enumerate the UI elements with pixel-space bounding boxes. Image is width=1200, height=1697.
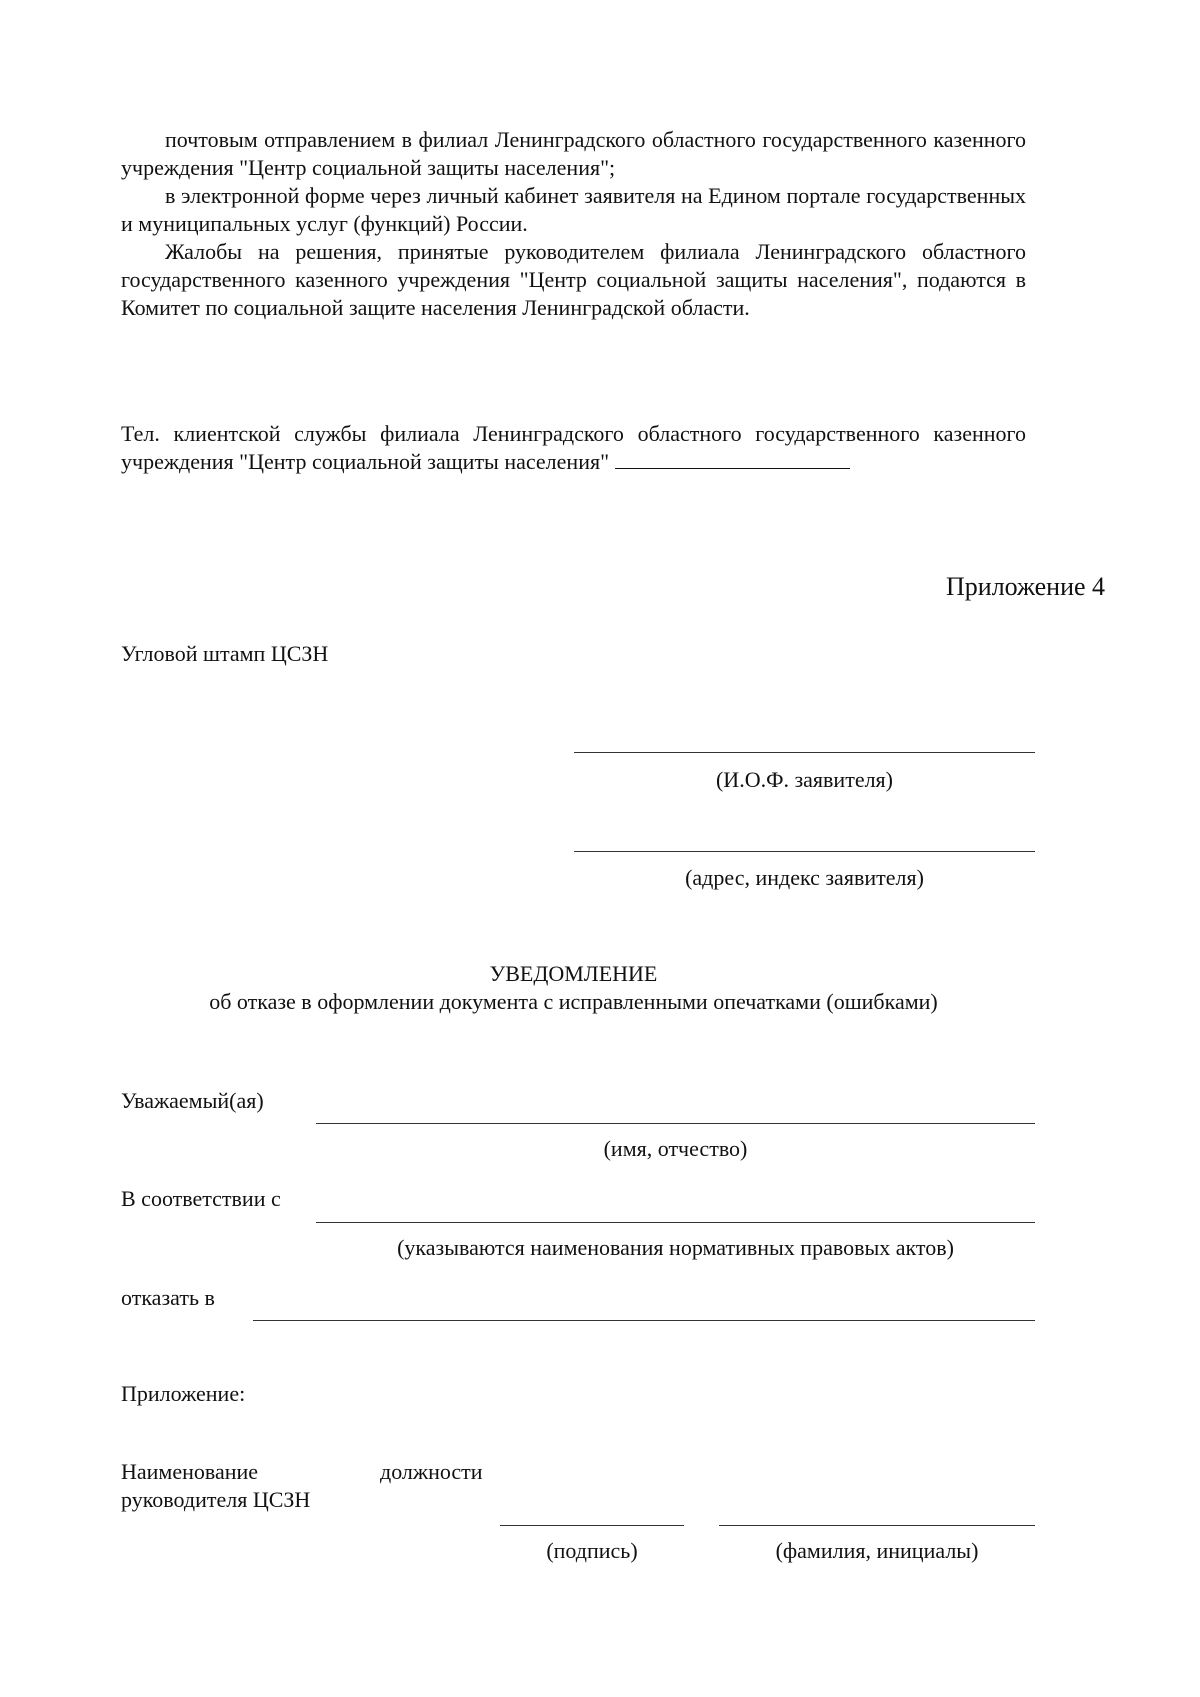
paragraph-electronic: в электронной форме через личный кабинет заявителя на Едином портале государственных и муниципальных услуг (функций) России. bbox=[121, 183, 1026, 236]
applicant-address-caption: (адрес, индекс заявителя) bbox=[685, 865, 924, 890]
signature-line bbox=[500, 1525, 684, 1526]
stamp-label: Угловой штамп ЦСЗН bbox=[121, 641, 329, 666]
paragraph-complaints: Жалобы на решения, принятые руководителем филиала Ленинградского областного государственного казенного учреждения "Центр социальной защиты населения", подаются в Комитет по социальной защите населения Ленинградской области. bbox=[121, 239, 1026, 320]
signer-name-caption: (фамилия, инициалы) bbox=[775, 1538, 979, 1563]
attachment-label: Приложение: bbox=[121, 1381, 246, 1406]
signer-name-line bbox=[719, 1525, 1035, 1526]
refuse-line bbox=[253, 1320, 1035, 1321]
applicant-name-line bbox=[574, 752, 1035, 753]
accordance-label: В соответствии с bbox=[121, 1186, 281, 1211]
dear-label: Уважаемый(ая) bbox=[121, 1088, 264, 1113]
signature-caption: (подпись) bbox=[546, 1538, 638, 1563]
accordance-line bbox=[316, 1222, 1035, 1223]
position-word-2: должности bbox=[380, 1459, 483, 1484]
accordance-caption: (указываются наименования нормативных правовых актов) bbox=[397, 1235, 954, 1260]
applicant-name-caption: (И.О.Ф. заявителя) bbox=[715, 767, 894, 792]
appendix-title: Приложение 4 bbox=[946, 572, 1106, 601]
dear-name-line bbox=[316, 1123, 1035, 1124]
phone-blank-line bbox=[615, 448, 850, 469]
phone-text: Тел. клиентской службы филиала Ленинградского областного государственного казенного учреждения "Центр социальной защиты населения" bbox=[121, 421, 1026, 474]
position-line-2: руководителя ЦСЗН bbox=[121, 1487, 311, 1512]
paragraph-mail: почтовым отправлением в филиал Ленинградского областного государственного казенного учреждения "Центр социальной защиты населения"; bbox=[121, 127, 1026, 180]
paragraph-phone bbox=[121, 420, 1026, 476]
notice-title: УВЕДОМЛЕНИЕ bbox=[489, 961, 658, 986]
position-word-1: Наименование bbox=[121, 1459, 259, 1484]
notice-subtitle: об отказе в оформлении документа с исправленными опечатками (ошибками) bbox=[209, 989, 938, 1014]
applicant-address-line bbox=[574, 851, 1035, 852]
dear-caption: (имя, отчество) bbox=[603, 1136, 748, 1161]
refuse-label: отказать в bbox=[121, 1285, 215, 1310]
